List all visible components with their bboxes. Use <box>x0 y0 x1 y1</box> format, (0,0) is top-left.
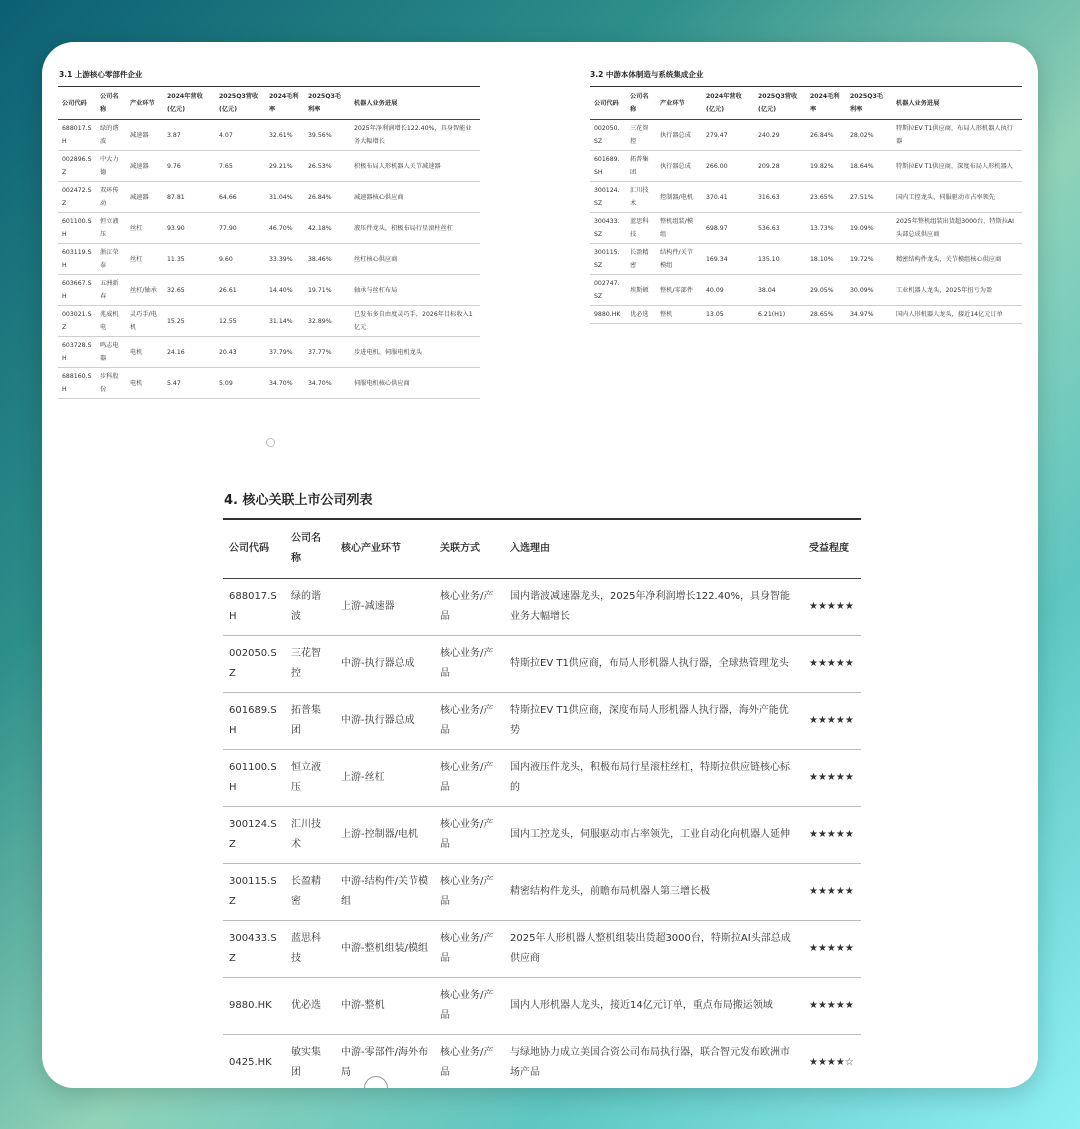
table-cell: 688017.SH <box>223 579 285 636</box>
table-cell: 特斯拉EV T1供应商，布局人形机器人执行器，全球热管理龙头 <box>504 636 803 693</box>
table-cell: 64.66 <box>215 182 265 213</box>
table-cell: 中游-执行器总成 <box>335 636 434 693</box>
table-cell: 5.47 <box>163 368 215 399</box>
table-cell: 300124.SZ <box>590 182 626 213</box>
table-cell: 双环传动 <box>96 182 126 213</box>
table-cell: 上游-减速器 <box>335 579 434 636</box>
table-cell: 国内人形机器人龙头，接近14亿元订单，重点布局搬运领域 <box>504 978 803 1035</box>
core-company-row <box>223 807 861 864</box>
table-cell: 国内谐波减速器龙头，2025年净利润增长122.40%，具身智能业务大幅增长 <box>504 579 803 636</box>
table-cell: 601100.SH <box>223 750 285 807</box>
table-cell: 688017.SH <box>58 120 96 151</box>
table-cell: 中大力德 <box>96 151 126 182</box>
table-cell: 603667.SH <box>58 275 96 306</box>
table-cell: 五洲新春 <box>96 275 126 306</box>
table-cell: 34.70% <box>265 368 304 399</box>
table-cell: 77.90 <box>215 213 265 244</box>
table-cell: 特斯拉EV T1供应商，深度布局人形机器人 <box>892 151 1022 182</box>
table-cell: 40.09 <box>702 275 754 306</box>
table-cell: ★★★★★ <box>803 921 861 978</box>
main-table-viewport <box>42 42 1038 1088</box>
column-header: 公司代码 <box>223 519 285 579</box>
table-cell: 266.00 <box>702 151 754 182</box>
table-cell: 精密结构件龙头，关节模组核心供应商 <box>892 244 1022 275</box>
table-cell: 丝杠/轴承 <box>126 275 163 306</box>
table-cell: 13.73% <box>806 213 846 244</box>
table-cell: 34.70% <box>304 368 350 399</box>
core-listed-companies-table <box>223 518 861 1088</box>
table-cell: 19.71% <box>304 275 350 306</box>
table-cell: 29.21% <box>265 151 304 182</box>
core-company-row <box>223 864 861 921</box>
table-cell: 603728.SH <box>58 337 96 368</box>
table-cell: 核心业务/产品 <box>434 693 504 750</box>
table-cell: 3.87 <box>163 120 215 151</box>
table-cell: 24.16 <box>163 337 215 368</box>
table-cell: 29.05% <box>806 275 846 306</box>
table-cell: 长盈精密 <box>285 864 335 921</box>
table-cell: 优必选 <box>626 306 656 324</box>
table-cell: 恒立液压 <box>285 750 335 807</box>
table-cell: 蓝思科技 <box>626 213 656 244</box>
core-company-row <box>223 978 861 1035</box>
table-cell: 兆威机电 <box>96 306 126 337</box>
table-cell: 26.84% <box>304 182 350 213</box>
table-cell: 14.40% <box>265 275 304 306</box>
table-cell: 209.28 <box>754 151 806 182</box>
core-company-row <box>223 693 861 750</box>
table-cell: 汇川技术 <box>285 807 335 864</box>
table-cell: 2025年人形机器人整机组装出货超3000台，特斯拉AI头部总成供应商 <box>504 921 803 978</box>
upstream-section-title: 3.1 上游核心零部件企业 <box>59 70 143 79</box>
table-cell: ★★★★★ <box>803 978 861 1035</box>
column-header: 产业环节 <box>126 87 163 120</box>
table-cell: 埃斯顿 <box>626 275 656 306</box>
table-cell: 特斯拉EV T1供应商，布局人形机器人执行器 <box>892 120 1022 151</box>
table-cell: 拓普集团 <box>285 693 335 750</box>
column-header: 公司名称 <box>96 87 126 120</box>
table-cell: 步科股份 <box>96 368 126 399</box>
table-cell: 三花智控 <box>626 120 656 151</box>
core-company-row <box>223 636 861 693</box>
column-header: 机器人业务进展 <box>892 87 1022 120</box>
table-cell: 003021.SZ <box>58 306 96 337</box>
table-cell: 三花智控 <box>285 636 335 693</box>
table-cell: 300433.SZ <box>223 921 285 978</box>
table-cell: 32.65 <box>163 275 215 306</box>
table-cell: ★★★★★ <box>803 693 861 750</box>
table-cell: 控制器/电机 <box>656 182 702 213</box>
table-cell: 国内人形机器人龙头，接近14亿元订单 <box>892 306 1022 324</box>
table-cell: 2025年净利润增长122.40%，具身智能业务大幅增长 <box>350 120 480 151</box>
table-cell: 46.70% <box>265 213 304 244</box>
table-cell: 370.41 <box>702 182 754 213</box>
table-cell: 鸣志电器 <box>96 337 126 368</box>
table-cell: 169.34 <box>702 244 754 275</box>
core-company-row <box>223 1035 861 1089</box>
table-cell: 536.63 <box>754 213 806 244</box>
table-cell: 300115.SZ <box>590 244 626 275</box>
table-cell: 33.39% <box>265 244 304 275</box>
table-cell: 26.84% <box>806 120 846 151</box>
document-card <box>42 42 1038 1088</box>
table-cell: 240.29 <box>754 120 806 151</box>
table-cell: 2025年整机组装出货超3000台，特斯拉AI头部总成供应商 <box>892 213 1022 244</box>
table-cell: 38.04 <box>754 275 806 306</box>
table-cell: ★★★★★ <box>803 807 861 864</box>
table-cell: 002472.SZ <box>58 182 96 213</box>
table-cell: ★★★★★ <box>803 864 861 921</box>
table-cell: 核心业务/产品 <box>434 978 504 1035</box>
column-header: 2024年营收(亿元) <box>163 87 215 120</box>
table-cell: 核心业务/产品 <box>434 864 504 921</box>
table-cell: 7.65 <box>215 151 265 182</box>
table-cell: 39.56% <box>304 120 350 151</box>
table-cell: 002896.SZ <box>58 151 96 182</box>
table-cell: 002747.SZ <box>590 275 626 306</box>
core-company-row <box>223 579 861 636</box>
table-cell: 敏实集团 <box>285 1035 335 1089</box>
table-cell: 丝杠 <box>126 213 163 244</box>
table-cell: 300433.SZ <box>590 213 626 244</box>
column-header: 2025Q3营收(亿元) <box>215 87 265 120</box>
table-cell: 30.09% <box>846 275 892 306</box>
table-cell: 601100.SH <box>58 213 96 244</box>
table-cell: 汇川技术 <box>626 182 656 213</box>
table-cell: ★★★★★ <box>803 636 861 693</box>
table-cell: 34.97% <box>846 306 892 324</box>
table-cell: 26.53% <box>304 151 350 182</box>
table-cell: 核心业务/产品 <box>434 807 504 864</box>
table-cell: 9880.HK <box>223 978 285 1035</box>
table-cell: 9880.HK <box>590 306 626 324</box>
table-cell: 6.21(H1) <box>754 306 806 324</box>
table-cell: 中游-整机组装/模组 <box>335 921 434 978</box>
table-cell: 减速器 <box>126 151 163 182</box>
midstream-section-title: 3.2 中游本体制造与系统集成企业 <box>590 70 704 79</box>
table-cell: 减速器 <box>126 182 163 213</box>
column-header: 公司名称 <box>626 87 656 120</box>
table-cell: 0425.HK <box>223 1035 285 1089</box>
table-cell: 31.14% <box>265 306 304 337</box>
column-header: 入选理由 <box>504 519 803 579</box>
table-cell: 长盈精密 <box>626 244 656 275</box>
table-cell: 绿的谐波 <box>96 120 126 151</box>
table-cell: 9.60 <box>215 244 265 275</box>
table-cell: 11.35 <box>163 244 215 275</box>
table-cell: 恒立液压 <box>96 213 126 244</box>
table-cell: 灵巧手/电机 <box>126 306 163 337</box>
table-cell: 核心业务/产品 <box>434 1035 504 1089</box>
table-cell: 28.65% <box>806 306 846 324</box>
table-cell: 核心业务/产品 <box>434 750 504 807</box>
core-company-row <box>223 921 861 978</box>
table-cell: 9.76 <box>163 151 215 182</box>
table-cell: 42.18% <box>304 213 350 244</box>
table-cell: 316.63 <box>754 182 806 213</box>
table-cell: 整机/零部件 <box>656 275 702 306</box>
table-cell: 上游-丝杠 <box>335 750 434 807</box>
column-header: 2025Q3毛利率 <box>846 87 892 120</box>
table-cell: 丝杠 <box>126 244 163 275</box>
table-cell: 绿的谐波 <box>285 579 335 636</box>
table-cell: 伺服电机核心供应商 <box>350 368 480 399</box>
table-cell: 丝杠核心供应商 <box>350 244 480 275</box>
table-cell: 15.25 <box>163 306 215 337</box>
table-cell: 结构件/关节模组 <box>656 244 702 275</box>
table-cell: 37.79% <box>265 337 304 368</box>
table-cell: 698.97 <box>702 213 754 244</box>
table-cell: 5.09 <box>215 368 265 399</box>
table-cell: 特斯拉EV T1供应商，深度布局人形机器人执行器，海外产能优势 <box>504 693 803 750</box>
table-cell: ★★★★☆ <box>803 1035 861 1089</box>
table-cell: 12.55 <box>215 306 265 337</box>
table-cell: 27.51% <box>846 182 892 213</box>
table-cell: 减速器核心供应商 <box>350 182 480 213</box>
table-cell: 19.82% <box>806 151 846 182</box>
table-cell: 19.72% <box>846 244 892 275</box>
table-cell: 31.04% <box>265 182 304 213</box>
section-4-title: 4. 核心关联上市公司列表 <box>224 493 373 508</box>
table-cell: 135.10 <box>754 244 806 275</box>
table-cell: 精密结构件龙头，前瞻布局机器人第三增长极 <box>504 864 803 921</box>
table-cell: 国内工控龙头，伺服驱动市占率领先 <box>892 182 1022 213</box>
table-cell: 32.89% <box>304 306 350 337</box>
column-header: 关联方式 <box>434 519 504 579</box>
table-cell: 19.09% <box>846 213 892 244</box>
column-header: 核心产业环节 <box>335 519 434 579</box>
column-header: 受益程度 <box>803 519 861 579</box>
table-cell: 23.65% <box>806 182 846 213</box>
table-cell: 中游-执行器总成 <box>335 693 434 750</box>
table-cell: 26.61 <box>215 275 265 306</box>
table-cell: 601689.SH <box>590 151 626 182</box>
table-cell: 电机 <box>126 337 163 368</box>
column-header: 2024毛利率 <box>806 87 846 120</box>
table-cell: 002050.SZ <box>223 636 285 693</box>
column-header: 2024毛利率 <box>265 87 304 120</box>
table-cell: 核心业务/产品 <box>434 636 504 693</box>
table-cell: 300124.SZ <box>223 807 285 864</box>
table-cell: 18.64% <box>846 151 892 182</box>
table-cell: 国内工控龙头，伺服驱动市占率领先，工业自动化向机器人延伸 <box>504 807 803 864</box>
column-header: 公司代码 <box>590 87 626 120</box>
core-company-row <box>223 750 861 807</box>
table-cell: 中游-整机 <box>335 978 434 1035</box>
table-cell: 中游-结构件/关节模组 <box>335 864 434 921</box>
table-cell: 核心业务/产品 <box>434 579 504 636</box>
table-cell: 002050.SZ <box>590 120 626 151</box>
table-cell: 93.90 <box>163 213 215 244</box>
table-cell: 601689.SH <box>223 693 285 750</box>
table-cell: 工业机器人龙头，2025年扭亏为盈 <box>892 275 1022 306</box>
table-cell: 整机 <box>656 306 702 324</box>
table-cell: 轴承与丝杠布局 <box>350 275 480 306</box>
table-cell: 与绿地协力成立美国合资公司布局执行器，联合智元发布欧洲市场产品 <box>504 1035 803 1089</box>
table-cell: 37.77% <box>304 337 350 368</box>
table-cell: 38.46% <box>304 244 350 275</box>
table-cell: 电机 <box>126 368 163 399</box>
table-cell: 上游-控制器/电机 <box>335 807 434 864</box>
column-header: 公司代码 <box>58 87 96 120</box>
table-cell: 32.61% <box>265 120 304 151</box>
table-cell: 20.43 <box>215 337 265 368</box>
table-cell: 4.07 <box>215 120 265 151</box>
table-cell: 18.10% <box>806 244 846 275</box>
column-header: 机器人业务进展 <box>350 87 480 120</box>
table-cell: 液压件龙头，积极布局行星滚柱丝杠 <box>350 213 480 244</box>
table-cell: 688160.SH <box>58 368 96 399</box>
table-cell: 28.02% <box>846 120 892 151</box>
table-cell: 中游-零部件/海外布局 <box>335 1035 434 1089</box>
table-cell: 积极布局人形机器人关节减速器 <box>350 151 480 182</box>
column-header: 2024年营收(亿元) <box>702 87 754 120</box>
column-header: 2025Q3毛利率 <box>304 87 350 120</box>
column-header: 产业环节 <box>656 87 702 120</box>
table-cell: 300115.SZ <box>223 864 285 921</box>
table-cell: 拓普集团 <box>626 151 656 182</box>
table-cell: 步进电机、伺服电机龙头 <box>350 337 480 368</box>
table-cell: 已发布多自由度灵巧手，2026年目标收入1亿元 <box>350 306 480 337</box>
table-cell: 核心业务/产品 <box>434 921 504 978</box>
table-cell: 13.05 <box>702 306 754 324</box>
table-cell: 整机组装/模组 <box>656 213 702 244</box>
table-cell: 浙江荣泰 <box>96 244 126 275</box>
table-cell: 执行器总成 <box>656 151 702 182</box>
table-cell: 国内液压件龙头，积极布局行星滚柱丝杠，特斯拉供应链核心标的 <box>504 750 803 807</box>
table-cell: 蓝思科技 <box>285 921 335 978</box>
table-cell: 优必选 <box>285 978 335 1035</box>
table-cell: 87.81 <box>163 182 215 213</box>
table-cell: 279.47 <box>702 120 754 151</box>
table-cell: 执行器总成 <box>656 120 702 151</box>
table-cell: 603119.SH <box>58 244 96 275</box>
column-header: 2025Q3营收(亿元) <box>754 87 806 120</box>
column-header: 公司名称 <box>285 519 335 579</box>
table-cell: ★★★★★ <box>803 579 861 636</box>
table-cell: ★★★★★ <box>803 750 861 807</box>
table-cell: 减速器 <box>126 120 163 151</box>
